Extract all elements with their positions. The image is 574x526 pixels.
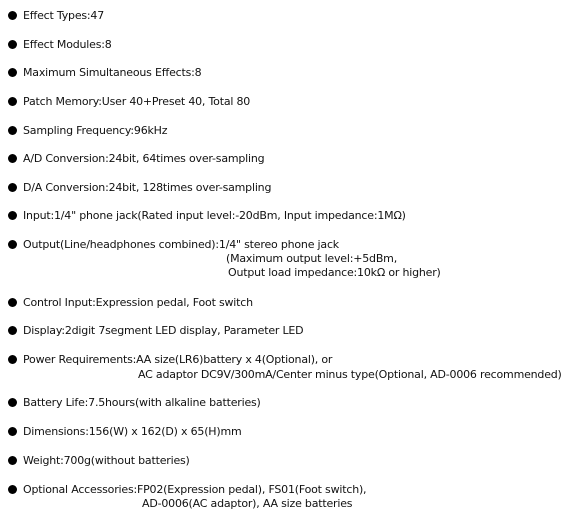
spec-continuation-text: (Maximum output level:+5dBm, <box>226 252 397 265</box>
spec-text: Effect Types:47 <box>23 9 105 22</box>
bullet-icon <box>8 355 17 364</box>
spec-text: Display:2digit 7segment LED display, Parameter LED <box>23 324 304 337</box>
spec-text: Sampling Frequency:96kHz <box>23 124 168 137</box>
spec-continuation-text: Output load impedance:10kΩ or higher) <box>228 266 441 279</box>
spec-text: Dimensions:156(W) x 162(D) x 65(H)mm <box>23 425 242 438</box>
spec-continuation-text: AD-0006(AC adaptor), AA size batteries <box>142 497 353 510</box>
bullet-icon <box>8 97 17 106</box>
bullet-icon <box>8 126 17 135</box>
spec-text: Battery Life:7.5hours(with alkaline batteries) <box>23 396 261 409</box>
spec-text: Patch Memory:User 40+Preset 40, Total 80 <box>23 95 251 108</box>
bullet-icon <box>8 11 17 20</box>
bullet-icon <box>8 154 17 163</box>
spec-text: Optional Accessories:FP02(Expression pedal), FS01(Foot switch), <box>23 483 367 496</box>
spec-text: Control Input:Expression pedal, Foot switch <box>23 296 253 309</box>
spec-text: D/A Conversion:24bit, 128times over-sampling <box>23 181 272 194</box>
spec-text: Input:1/4" phone jack(Rated input level:-20dBm, Input impedance:1MΩ) <box>23 209 406 222</box>
bullet-icon <box>8 485 17 494</box>
spec-text: Output(Line/headphones combined):1/4" stereo phone jack <box>23 238 339 251</box>
spec-continuation-text: AC adaptor DC9V/300mA/Center minus type(Optional, AD-0006 recommended) <box>138 368 562 381</box>
bullet-icon <box>8 40 17 49</box>
spec-text: Maximum Simultaneous Effects:8 <box>23 66 202 79</box>
bullet-icon <box>8 68 17 77</box>
bullet-icon <box>8 240 17 249</box>
bullet-icon <box>8 326 17 335</box>
spec-text: Effect Modules:8 <box>23 38 112 51</box>
bullet-icon <box>8 211 17 220</box>
spec-text: Power Requirements:AA size(LR6)battery x 4(Optional), or <box>23 353 333 366</box>
bullet-icon <box>8 427 17 436</box>
bullet-icon <box>8 398 17 407</box>
spec-text: Weight:700g(without batteries) <box>23 454 190 467</box>
spec-text: A/D Conversion:24bit, 64times over-sampling <box>23 152 265 165</box>
bullet-icon <box>8 298 17 307</box>
bullet-icon <box>8 183 17 192</box>
bullet-icon <box>8 456 17 465</box>
